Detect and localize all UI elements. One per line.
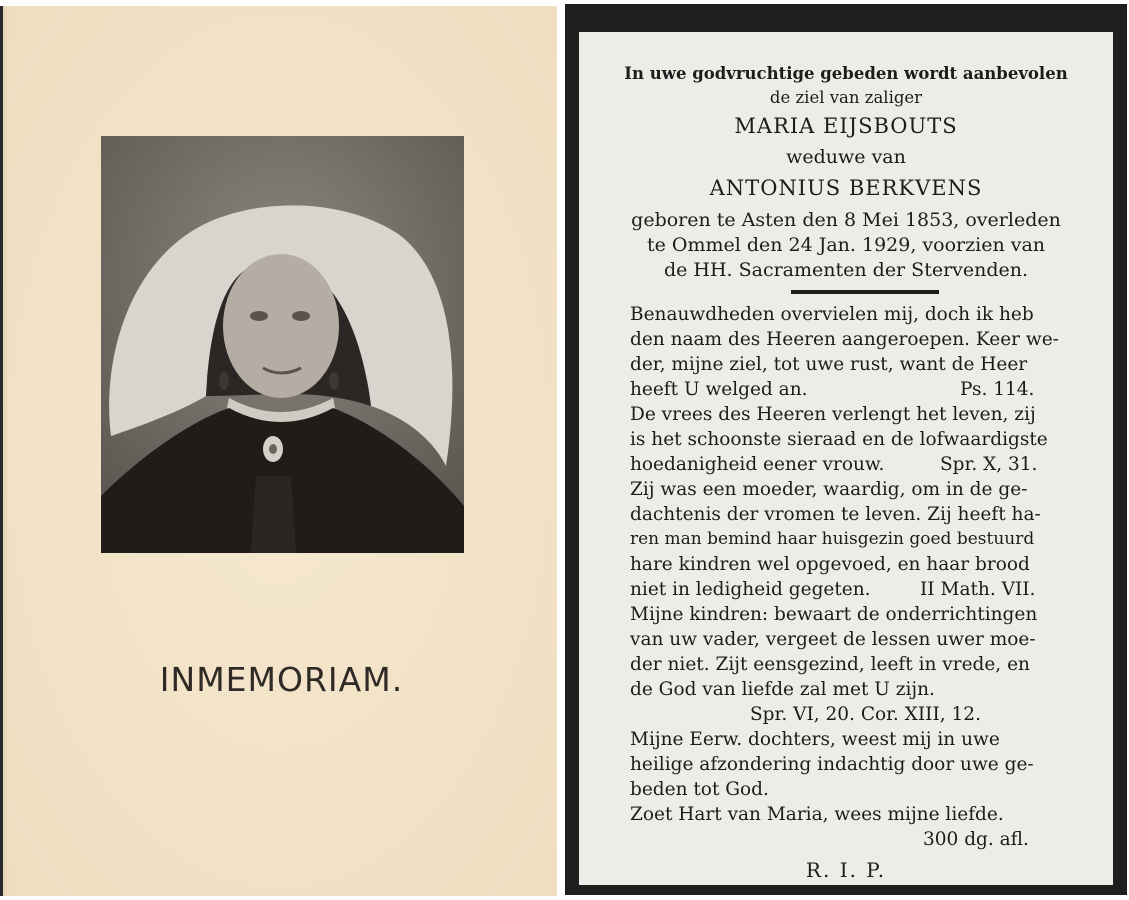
verse-line: ren man bemind haar huisgezin goed bestuurd (630, 529, 1035, 549)
verse-line-with-ref (630, 452, 1093, 477)
deceased-name: MARIA EIJSBOUTS (734, 114, 958, 138)
portrait-illustration (101, 136, 464, 553)
bio-line: te Ommel den 24 Jan. 1929, voorzien van (646, 234, 1046, 256)
verse-line: Benauwdheden overvielen mij, doch ik heb (630, 304, 1034, 325)
intro-line-1: In uwe godvruchtige gebeden wordt aanbevolen (624, 64, 1068, 83)
verse-line: de God van liefde zal met U zijn. (630, 679, 935, 700)
verse-line: Zoet Hart van Maria, wees mijne liefde. (630, 804, 1004, 825)
verse-line: der niet. Zijt eensgezind, leeft in vrede, en (630, 654, 1030, 675)
card-text-panel (579, 32, 1113, 885)
biography (579, 208, 1113, 283)
verse-line: heeft U welged an. (630, 379, 808, 400)
verse-line: heilige afzondering indachtig door uwe ge- (630, 754, 1034, 775)
verse-line: hoedanigheid eener vrouw. (630, 454, 885, 475)
verse-line: Mijne kindren: bewaart de onderrichtingen (630, 604, 1038, 625)
memorial-card-front (0, 6, 557, 896)
indulgence-note: 300 dg. afl. (923, 829, 1029, 850)
verse-line: der, mijne ziel, tot uwe rust, want de Heer (630, 354, 1028, 375)
memorial-card-back (565, 4, 1127, 895)
bio-line: de HH. Sacramenten der Stervenden. (663, 259, 1029, 281)
verse-line-with-ref (630, 577, 1093, 602)
bio-line: geboren te Asten den 8 Mei 1853, overleden (631, 209, 1061, 231)
scripture-reference: Spr. X, 31. (940, 454, 1038, 475)
scripture-reference: Ps. 114. (960, 379, 1035, 400)
verse-line: Zij was een moeder, waardig, om in de ge- (630, 479, 1028, 500)
verse-line: niet in ledigheid gegeten. (630, 579, 871, 600)
divider-rule (791, 290, 939, 294)
verse-block (630, 302, 1093, 852)
verse-line: hare kindren wel opgevoed, en haar brood (630, 554, 1030, 575)
verse-line: van uw vader, vergeet de lessen uwer moe- (630, 629, 1036, 650)
spouse-name: ANTONIUS BERKVENS (709, 176, 983, 200)
verse-line: den naam des Heeren aangeroepen. Keer we- (630, 329, 1059, 350)
verse-line: is het schoonste sieraad en de lofwaardigste (630, 429, 1048, 450)
verse-line: De vrees des Heeren verlengt het leven, zij (630, 404, 1036, 425)
verse-line-with-ref (630, 377, 1093, 402)
portrait-photo (101, 136, 464, 553)
scripture-reference: II Math. VII. (920, 579, 1036, 600)
verse-line: beden tot God. (630, 779, 769, 800)
verse-line: Mijne Eerw. dochters, weest mij in uwe (630, 729, 1000, 750)
verse-line: dachtenis der vromen te leven. Zij heeft ha- (630, 504, 1041, 525)
relation-text: weduwe van (786, 146, 906, 168)
intro-line-2: de ziel van zaliger (769, 88, 923, 107)
scripture-reference: Spr. VI, 20. Cor. XIII, 12. (750, 704, 981, 725)
rip-closing: R. I. P. (805, 858, 887, 882)
in-memoriam-title: INMEMORIAM. (159, 660, 404, 699)
